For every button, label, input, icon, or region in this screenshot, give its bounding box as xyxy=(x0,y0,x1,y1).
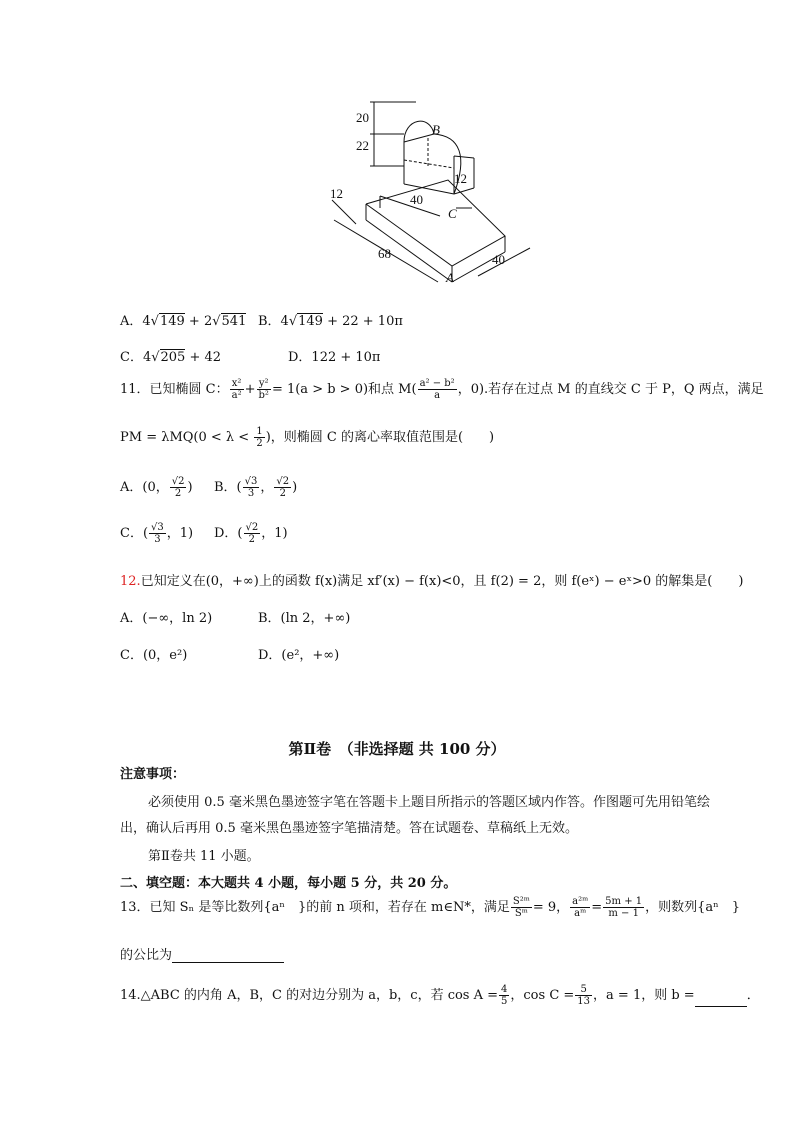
dim-12-left: 12 xyxy=(330,186,343,201)
q10-b-tail: + 22 + 10π xyxy=(322,314,403,329)
q10-option-d: D．122 + 10π xyxy=(288,350,381,365)
q11-line2 xyxy=(120,426,494,449)
solid-figure xyxy=(320,96,550,291)
q10-b-label: B．4 xyxy=(258,314,289,329)
q12-option-a: A．(−∞，ln 2) xyxy=(120,611,213,626)
q11-option-a: A．(0， $\frac{√2}{2}$ ) xyxy=(120,476,193,499)
q14-frac-cosa: $\frac{4}{5}$ xyxy=(501,984,508,1007)
q11-line1: 11．已知椭圆 C： $\frac{\text{x²}}{\text{a²}}$ + $\frac{\text{y²}}{\text{b²}}$ = 1(a > b > 0)和点 M( $\frac{\text{a² − b²}}{a}$ ，0).若存在过点 M 的直线交 C 于 P，Q 两点，满足 xyxy=(120,378,764,401)
q10-option-a: A．4√149 + 2√541 xyxy=(120,314,247,329)
q14-pre: 14.△ABC 的内角 A，B，C 的对边分别为 a，b，c，若 cos A = xyxy=(120,988,499,1003)
q11-frac-x: $\frac{\text{x²}}{\text{a²}}$ xyxy=(231,378,242,401)
q11-question: )，则椭圆 C 的离心率取值范围是( ) xyxy=(265,430,495,445)
q12-option-d: D．(e²，+∞) xyxy=(258,648,340,663)
dim-22: 22 xyxy=(356,138,369,153)
q11-option-c: C．( $\frac{√3}{3}$ ，1) xyxy=(120,522,194,545)
dim-68: 68 xyxy=(378,246,391,261)
q10-c-tail: + 42 xyxy=(185,350,222,365)
notice-line-1: 必须使用 0.5 毫米黑色墨迹签字笔在答题卡上题目所指示的答题区域内作答。作图题可先用铅笔绘 xyxy=(148,795,710,810)
q11-vector-cond: PM = λMQ(0 < λ < xyxy=(120,430,254,445)
q11-frac-m: $\frac{\text{a² − b²}}{a}$ xyxy=(419,378,455,401)
q10-a-label: A．4 xyxy=(120,314,151,329)
q14-answer-blank[interactable] xyxy=(695,992,747,1007)
dim-40-top: 40 xyxy=(410,192,423,207)
q13-answer-blank[interactable] xyxy=(172,948,284,963)
notice-line-3: 第Ⅱ卷共 11 小题。 xyxy=(148,849,260,864)
q13-frac-m: $\frac{5m + 1}{m - 1}$ xyxy=(605,896,643,919)
q10-a-root1: 149 xyxy=(159,314,185,329)
q12-text: 已知定义在(0，+∞)上的函数 f(x)满足 xf′(x) − f(x)<0，且 f(2) = 2，则 f(eˣ) − eˣ>0 的解集是( ) xyxy=(140,574,744,589)
fill-in-heading: 二、填空题：本大题共 4 小题，每小题 5 分，共 20 分。 xyxy=(120,876,457,891)
q11-frac-half: $\frac{1}{2}$ xyxy=(256,426,263,449)
dim-12-right: 12 xyxy=(454,171,467,186)
q14-tail: ，a = 1，则 b = xyxy=(593,988,695,1003)
q11-frac-y: $\frac{\text{y²}}{\text{b²}}$ xyxy=(258,378,269,401)
q11-option-b: B．( $\frac{√3}{3}$ ， $\frac{√2}{2}$ ) xyxy=(214,476,298,499)
q14-frac-cosc: $\frac{5}{13}$ xyxy=(577,984,591,1007)
section2-title: 第Ⅱ卷 （非选择题 共 100 分） xyxy=(288,740,506,758)
point-a: A xyxy=(446,270,454,285)
q10-a-root2: 541 xyxy=(221,314,247,329)
q13-frac-a: $\frac{\text{a²ᵐ}}{\text{aᵐ}}$ xyxy=(572,896,589,919)
dim-20: 20 xyxy=(356,110,369,125)
q13-ratio-label: 的公比为 xyxy=(120,948,173,963)
q10-option-c: C．4√205 + 42 xyxy=(120,350,222,365)
q12-number: 12. xyxy=(120,574,141,589)
q13-tail: ，则数列{aⁿ } xyxy=(645,900,741,915)
q11-option-d: D．( $\frac{√2}{2}$ ，1) xyxy=(214,522,288,545)
dim-40-right: 40 xyxy=(492,252,505,267)
q11-tail: ，0).若存在过点 M 的直线交 C 于 P，Q 两点，满足 xyxy=(457,382,764,397)
q10-c-root: 205 xyxy=(160,350,186,365)
q10-b-root: 149 xyxy=(298,314,323,329)
notice-heading: 注意事项： xyxy=(120,767,186,782)
notice-line-2: 出，确认后再用 0.5 毫米黑色墨迹签字笔描清楚。答在试题卷、草稿纸上无效。 xyxy=(120,821,578,836)
q12-option-b: B．(ln 2，+∞) xyxy=(258,611,351,626)
q13-frac-s: $\frac{\text{S²ᵐ}}{\text{Sᵐ}}$ xyxy=(512,896,530,919)
q14-line: 14.△ABC 的内角 A，B，C 的对边分别为 a，b，c，若 cos A = $\frac{4}{5}$ ，cos C = $\frac{5}{13}$ ，a = 1，则 b = ． xyxy=(120,984,760,1007)
q13-line1: 13．已知 Sₙ 是等比数列{aⁿ }的前 n 项和，若存在 m∈N*，满足 $\frac{\text{S²ᵐ}}{\text{Sᵐ}}$ = 9， $\frac{\text{a²ᵐ}}{\text{aᵐ}}$ = $\frac{5m + 1}{m - 1}$ ，则数列{aⁿ } xyxy=(120,896,741,919)
q11-cond: = 1(a > b > 0)和点 M( xyxy=(271,382,417,397)
point-b: B xyxy=(432,122,440,137)
q10-c-label: C．4 xyxy=(120,350,152,365)
q11-pre: 11．已知椭圆 C： xyxy=(120,382,229,397)
q12-option-c: C．(0，e²) xyxy=(120,648,188,663)
point-c: C xyxy=(448,206,457,221)
q13-line2 xyxy=(120,944,284,963)
q10-option-b: B．4√149 + 22 + 10π xyxy=(258,314,403,329)
q10-a-mid: + 2 xyxy=(184,314,213,329)
q12-stem xyxy=(120,570,743,589)
q13-pre: 13．已知 Sₙ 是等比数列{aⁿ }的前 n 项和，若存在 m∈N*，满足 xyxy=(120,900,510,915)
